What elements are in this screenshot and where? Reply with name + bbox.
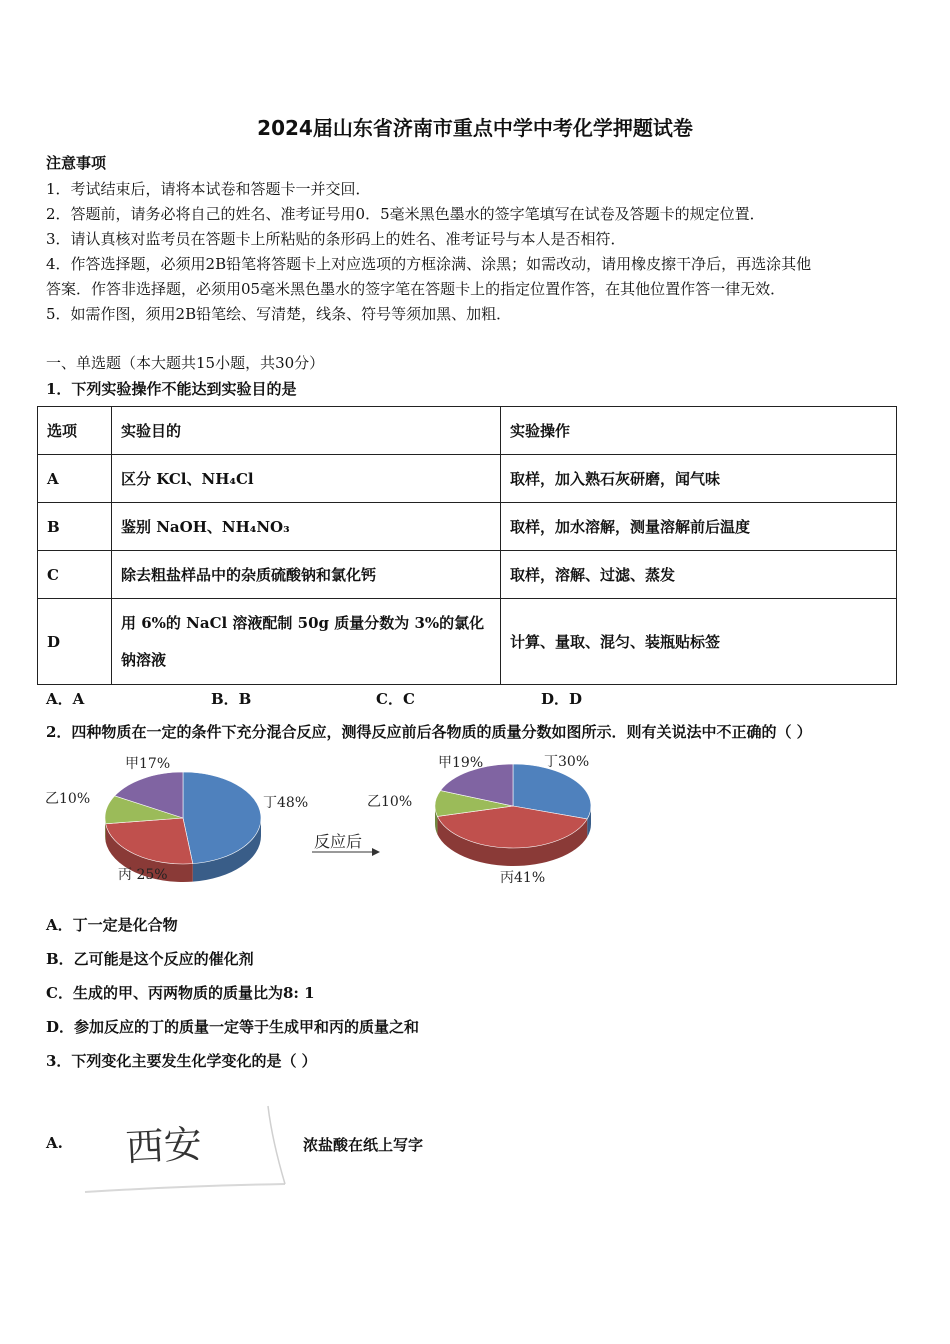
pie-chart-before: [105, 772, 261, 882]
question-2-choice[interactable]: D．参加反应的丁的质量一定等于生成甲和丙的质量之和: [46, 1018, 420, 1036]
notice-heading: 注意事项: [46, 154, 107, 172]
question-2-choice[interactable]: C．生成的甲、丙两物质的质量比为8: 1: [46, 984, 315, 1002]
table-cell: [112, 599, 501, 685]
question-1-stem: 1．下列实验操作不能达到实验目的是: [46, 380, 297, 398]
pie-charts-figure: [40, 748, 640, 893]
notice-item: 3．请认真核对监考员在答题卡上所粘贴的条形码上的姓名、准考证号与本人是否相符．: [46, 230, 626, 248]
notice-item: 5．如需作图，须用2B铅笔绘、写清楚，线条、符号等须加黑、加粗．: [46, 305, 512, 323]
table-header: 实验目的: [112, 407, 501, 455]
pie-label: 丙41%: [500, 870, 546, 886]
table-header: 选项: [38, 407, 112, 455]
table-cell: A: [38, 455, 112, 503]
pie-label: 丙 25%: [118, 867, 168, 883]
table-cell: 除去粗盐样品中的杂质硫酸钠和氯化钙: [112, 551, 501, 599]
table-cell: B: [38, 503, 112, 551]
table-cell: 区分 KCl、NH₄Cl: [112, 455, 501, 503]
table-cell: 鉴别 NaOH、NH₄NO₃: [112, 503, 501, 551]
choice-c[interactable]: C．C: [376, 690, 415, 708]
question-3-option-a-text[interactable]: 浓盐酸在纸上写字: [303, 1136, 424, 1154]
section-heading: 一、单选题（本大题共15小题，共30分）: [46, 354, 325, 372]
notice-item: 4．作答选择题，必须用2B铅笔将答题卡上对应选项的方框涂满、涂黑；如需改动，请用橡皮擦干净后，再选涂其他: [46, 255, 812, 273]
table-row: [38, 599, 897, 685]
table-cell-line: 钠溶液: [121, 650, 167, 669]
table-cell: 计算、量取、混匀、装瓶贴标签: [501, 599, 897, 685]
pie-label: 乙10%: [45, 791, 91, 807]
arrow-head-icon: [372, 848, 380, 856]
table-header: 实验操作: [501, 407, 897, 455]
question-2-choice[interactable]: B．乙可能是这个反应的催化剂: [46, 950, 254, 968]
pie-chart-after: [435, 764, 591, 866]
table-row: [38, 551, 897, 599]
choice-a[interactable]: A．A: [46, 690, 85, 708]
question-3-option-a-label[interactable]: A.: [46, 1134, 63, 1152]
arrow-label: 反应后: [314, 832, 363, 851]
table-row: [38, 455, 897, 503]
pie-label: 甲19%: [438, 755, 484, 771]
table-cell: 取样，加入熟石灰研磨，闻气味: [501, 455, 897, 503]
question-2-stem: 2．四种物质在一定的条件下充分混合反应，测得反应前后各物质的质量分数如图所示．则有关说法中不正确的（ ）: [46, 723, 812, 741]
pie-label: 丁48%: [263, 795, 309, 811]
choice-d[interactable]: D．D: [541, 690, 583, 708]
pie-label: 甲17%: [125, 756, 171, 772]
notice-item: 1．考试结束后，请将本试卷和答题卡一并交回．: [46, 180, 371, 198]
question-3-stem: 3．下列变化主要发生化学变化的是（ ）: [46, 1052, 317, 1070]
handwriting-text: 西安: [124, 1121, 203, 1170]
table-row: [38, 503, 897, 551]
question-1-table: [37, 406, 897, 685]
table-cell: D: [38, 599, 112, 685]
table-cell: 取样，加水溶解，测量溶解前后温度: [501, 503, 897, 551]
table-cell-line: 用 6%的 NaCl 溶液配制 50g 质量分数为 3%的氯化: [121, 613, 485, 632]
table-cell: C: [38, 551, 112, 599]
page-title: 2024届山东省济南市重点中学中考化学押题试卷: [257, 116, 693, 140]
table-header-row: [38, 407, 897, 455]
pie-label: 丁30%: [544, 754, 590, 770]
table-cell: 取样，溶解、过滤、蒸发: [501, 551, 897, 599]
question-2-choice[interactable]: A．丁一定是化合物: [46, 916, 178, 934]
notice-item: 答案．作答非选择题，必须用05毫米黑色墨水的签字笔在答题卡上的指定位置作答，在其他位置作答一律无效．: [46, 280, 786, 298]
choice-b[interactable]: B．B: [211, 690, 252, 708]
pie-label: 乙10%: [367, 794, 413, 810]
handwriting-photo: [80, 1100, 290, 1200]
notice-item: 2．答题前，请务必将自己的姓名、准考证号用0．5毫米黑色墨水的签字笔填写在试卷及答题卡的规定位置．: [46, 205, 765, 223]
